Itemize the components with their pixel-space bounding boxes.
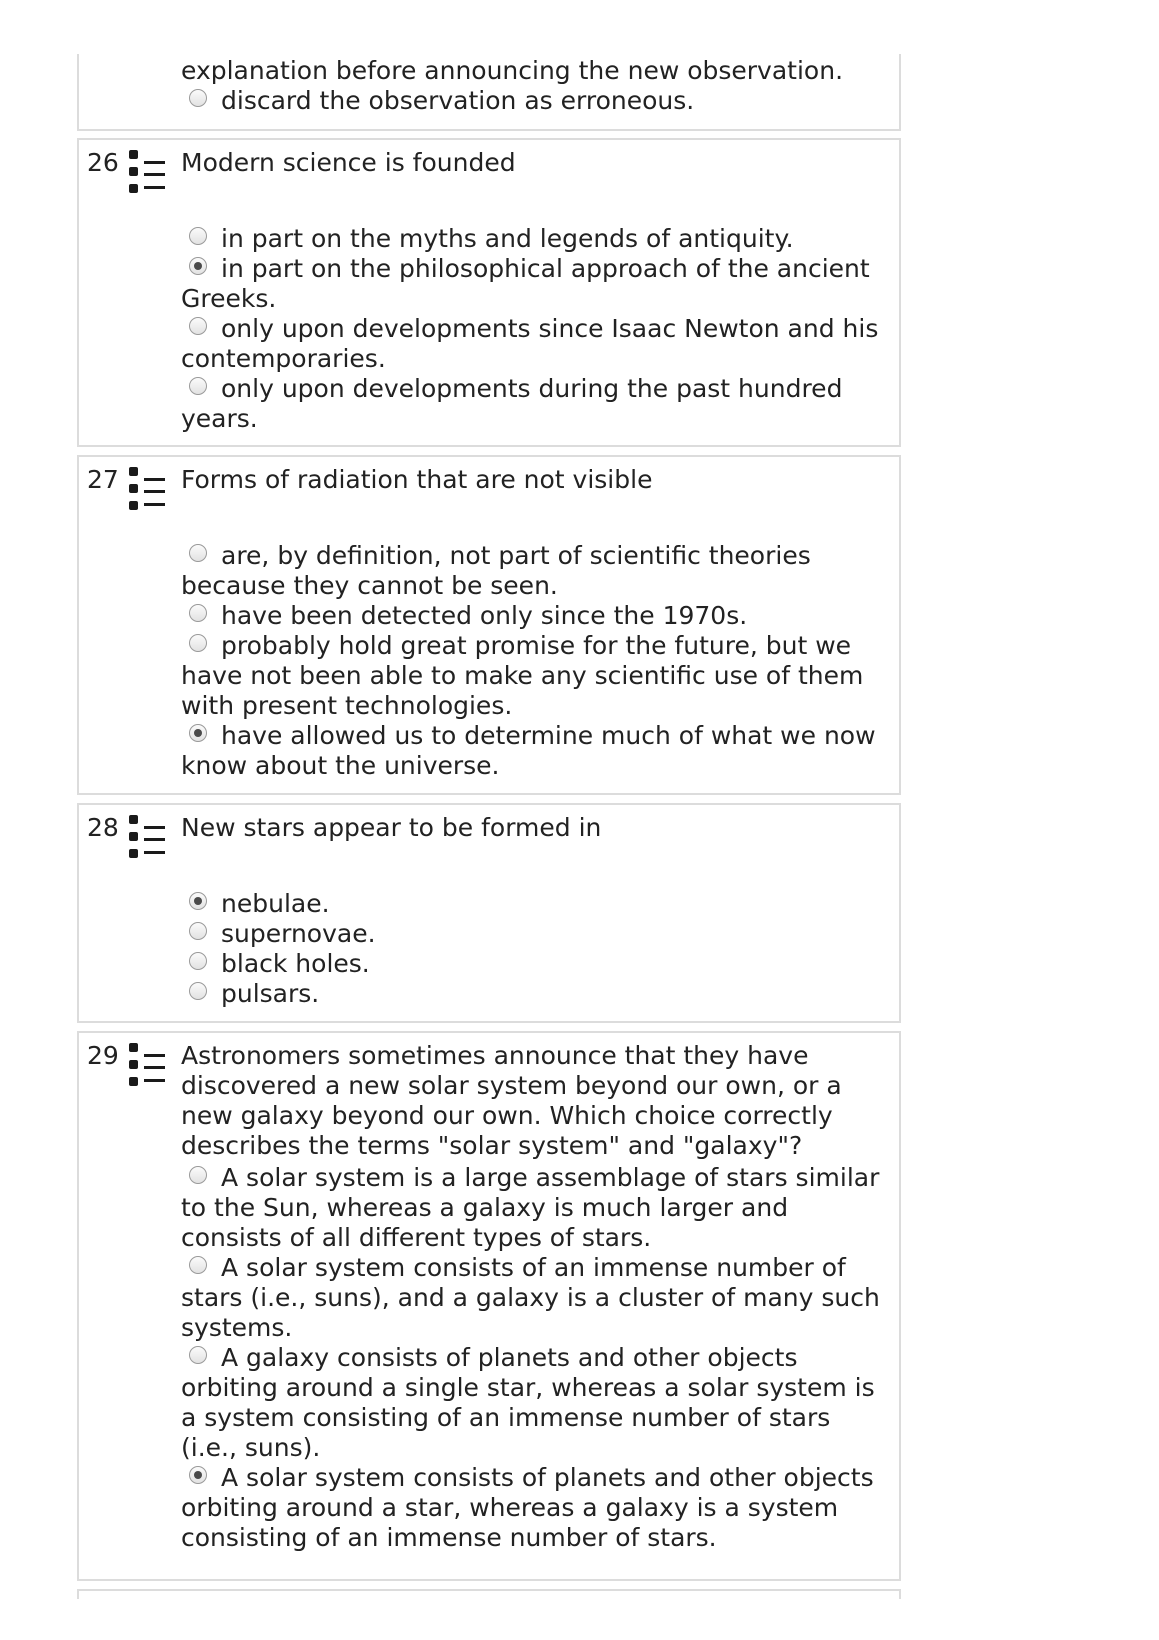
answer-label: discard the observation as erroneous. [221,86,695,115]
answer-label: are, by definition, not part of scientific theories because they cannot be seen. [181,541,811,600]
answer-option-a[interactable] [181,541,889,601]
answer-label: have been detected only since the 1970s. [221,601,748,630]
answer-option-c[interactable] [181,949,889,979]
answer-label: have allowed us to determine much of what we now know about the universe. [181,721,876,780]
answer-label: probably hold great promise for the future, but we have not been able to make any scientific use of them with present technologies. [181,631,864,720]
answer-label: A galaxy consists of planets and other objects orbiting around a single star, whereas a solar system is a system consisting of an immense number of stars (i.e., suns). [181,1343,875,1462]
radio-button[interactable] [189,89,207,107]
answer-option-b[interactable] [181,254,889,314]
question-text: Astronomers sometimes announce that they have discovered a new solar system beyond our own, or a new galaxy beyond our own. Which choice correctly describes the terms "solar system" and "galaxy"? [181,1041,842,1160]
answer-label: nebulae. [221,889,330,918]
answer-option-c[interactable] [181,631,889,721]
answer-option-a[interactable] [181,1163,889,1253]
answer-label: A solar system is a large assemblage of stars similar to the Sun, whereas a galaxy is much larger and consists of all different types of stars. [181,1163,880,1252]
radio-button[interactable] [189,227,207,245]
answer-label: in part on the myths and legends of antiquity. [221,224,794,253]
answer-label: pulsars. [221,979,320,1008]
question-card-27 [77,455,901,795]
radio-button-selected[interactable] [189,724,207,742]
radio-button[interactable] [189,1346,207,1364]
answer-option-c[interactable] [181,1343,889,1463]
answer-option-c[interactable] [181,314,889,374]
question-card-29 [77,1031,901,1581]
multiple-choice-icon [129,815,169,861]
question-card-partial [77,54,901,131]
multiple-choice-icon [129,467,169,513]
answer-option-b[interactable] [181,1253,889,1343]
radio-button[interactable] [189,317,207,335]
answer-option-d[interactable] [181,721,889,781]
radio-button[interactable] [189,1256,207,1274]
question-number: 28 [87,813,119,842]
answer-option[interactable] [181,86,889,116]
radio-button[interactable] [189,952,207,970]
radio-button[interactable] [189,604,207,622]
answer-option-b[interactable] [181,601,889,631]
question-number: 26 [87,148,119,177]
answer-label: supernovae. [221,919,376,948]
answer-option-a[interactable] [181,224,889,254]
answer-option-d[interactable] [181,979,889,1009]
answer-option-a[interactable] [181,889,889,919]
question-text: Modern science is founded [181,148,516,177]
question-card-28 [77,803,901,1023]
question-card-26 [77,138,901,447]
question-number: 27 [87,465,119,494]
answer-label: A solar system consists of an immense number of stars (i.e., suns), and a galaxy is a cluster of many such systems. [181,1253,880,1342]
question-card-next-partial [77,1589,901,1599]
radio-button[interactable] [189,377,207,395]
radio-button-selected[interactable] [189,257,207,275]
radio-button-selected[interactable] [189,1466,207,1484]
answer-option-d[interactable] [181,374,889,434]
question-text: New stars appear to be formed in [181,813,602,842]
answer-label: in part on the philosophical approach of the ancient Greeks. [181,254,870,313]
radio-button-selected[interactable] [189,892,207,910]
multiple-choice-icon [129,1043,169,1089]
radio-button[interactable] [189,1166,207,1184]
answer-label: only upon developments during the past hundred years. [181,374,843,433]
answer-label: only upon developments since Isaac Newton and his contemporaries. [181,314,879,373]
question-text-tail: explanation before announcing the new observation. [181,56,844,85]
question-number: 29 [87,1041,119,1070]
question-text: Forms of radiation that are not visible [181,465,653,494]
radio-button[interactable] [189,544,207,562]
multiple-choice-icon [129,150,169,196]
radio-button[interactable] [189,982,207,1000]
answer-label: A solar system consists of planets and other objects orbiting around a star, whereas a galaxy is a system consisting of an immense number of stars. [181,1463,874,1552]
answer-option-d[interactable] [181,1463,889,1553]
radio-button[interactable] [189,634,207,652]
answer-option-b[interactable] [181,919,889,949]
radio-button[interactable] [189,922,207,940]
answer-label: black holes. [221,949,370,978]
